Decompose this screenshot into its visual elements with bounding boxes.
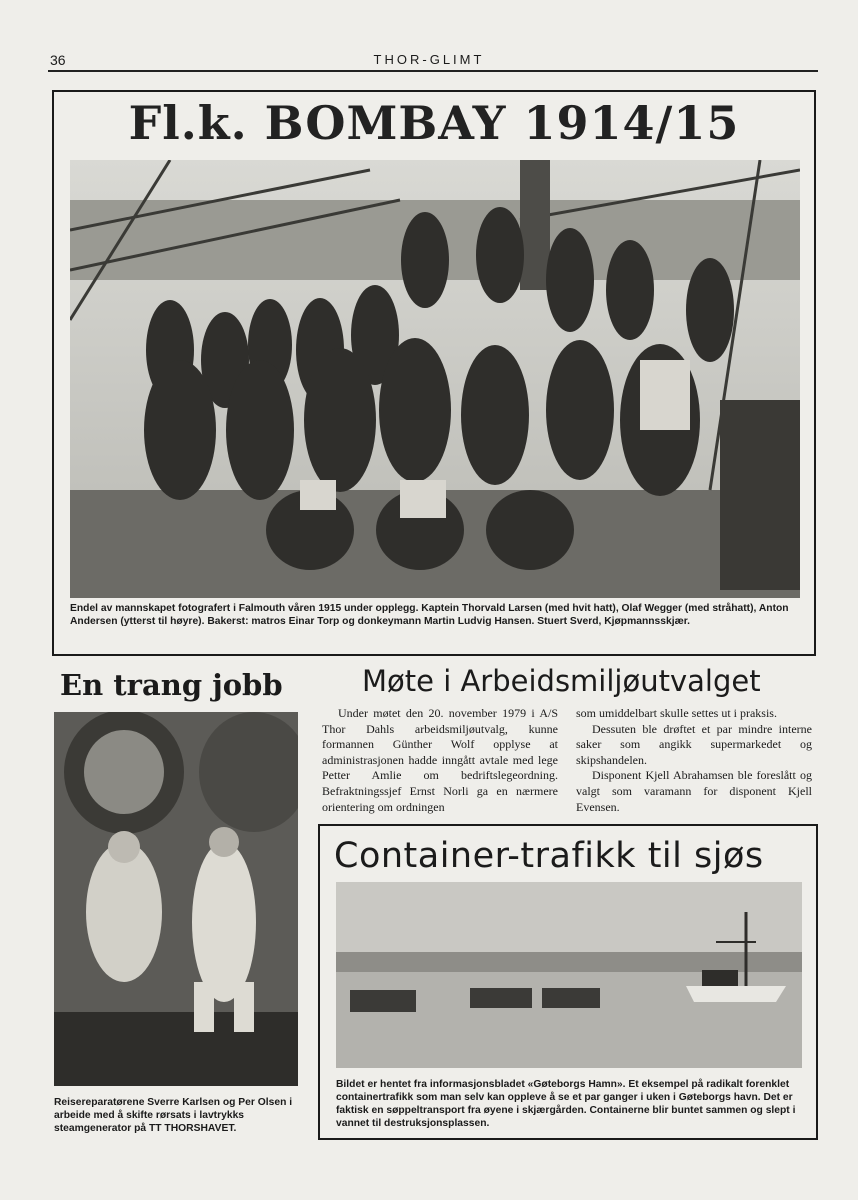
magazine-running-head: THOR-GLIMT xyxy=(373,52,485,67)
trang-jobb-headline: En trang jobb xyxy=(60,668,283,702)
harbor-container-photo xyxy=(336,882,802,1068)
container-headline: Container-trafikk til sjøs xyxy=(334,836,764,876)
mote-headline: Møte i Arbeidsmiljøutvalget xyxy=(362,664,761,698)
steam-generator-photo xyxy=(54,712,298,1086)
trang-jobb-caption: Reisereparatørene Sverre Karlsen og Per Olsen i arbeide med å skifte rørsats i lavtrykks steamgenerator på TT THORSHAVET. xyxy=(54,1097,293,1134)
bombay-photo-caption: Endel av mannskapet fotografert i Falmouth våren 1915 under opplegg. Kaptein Thorvald Larsen (med hvit hatt), Olaf Wegger (med stråhatt), Anton Andersen (ytterst til høyre). Bakerst: matros Einar Torp og donkeymann Martin Ludvig Hansen. Stuert Sverd, Kjøpmannsskjær. xyxy=(70,603,789,627)
container-feature-box xyxy=(318,824,818,1140)
mote-paragraph-4: Disponent Kjell Abrahamsen ble foreslått og valgt som varamann for disponent Kjell Evensen. xyxy=(576,768,812,814)
bombay-feature-box xyxy=(52,90,816,656)
mote-column-2 xyxy=(576,706,812,815)
container-caption: Bildet er hentet fra informasjonsbladet «Gøteborgs Hamn». Et eksempel på radikalt forenklet containertrafikk som man selv kan oppleve å se et par ganger i uken i Gøteborgs havn. Det er faktisk en søppeltransport fra øyene i skjærgården. Containerne blir buntet sammen og slept i vannet til destruksjonsplassen. xyxy=(336,1079,796,1129)
mote-paragraph-3: Dessuten ble drøftet et par mindre interne saker som angikk supermarkedet og skipshandelen. xyxy=(576,721,812,767)
bombay-headline: Fl.k. BOMBAY 1914/15 xyxy=(128,96,740,150)
crew-group-photo xyxy=(70,160,800,598)
mote-paragraph-2: som umiddelbart skulle settes ut i praksis. xyxy=(576,706,777,720)
mote-paragraph-1: Under møtet den 20. november 1979 i A/S Thor Dahls arbeidsmiljøutvalg, kunne formannen Günther Wolf opplyse at administrasjonen hadde inngått avtale med lege Petter Amlie om bedriftslegeordning. Befraktningssjef Ernst Norli ga en nærmere orientering om ordningen xyxy=(322,706,558,814)
mote-column-1 xyxy=(322,706,558,815)
page-number: 36 xyxy=(50,52,66,68)
header-rule xyxy=(48,70,818,72)
